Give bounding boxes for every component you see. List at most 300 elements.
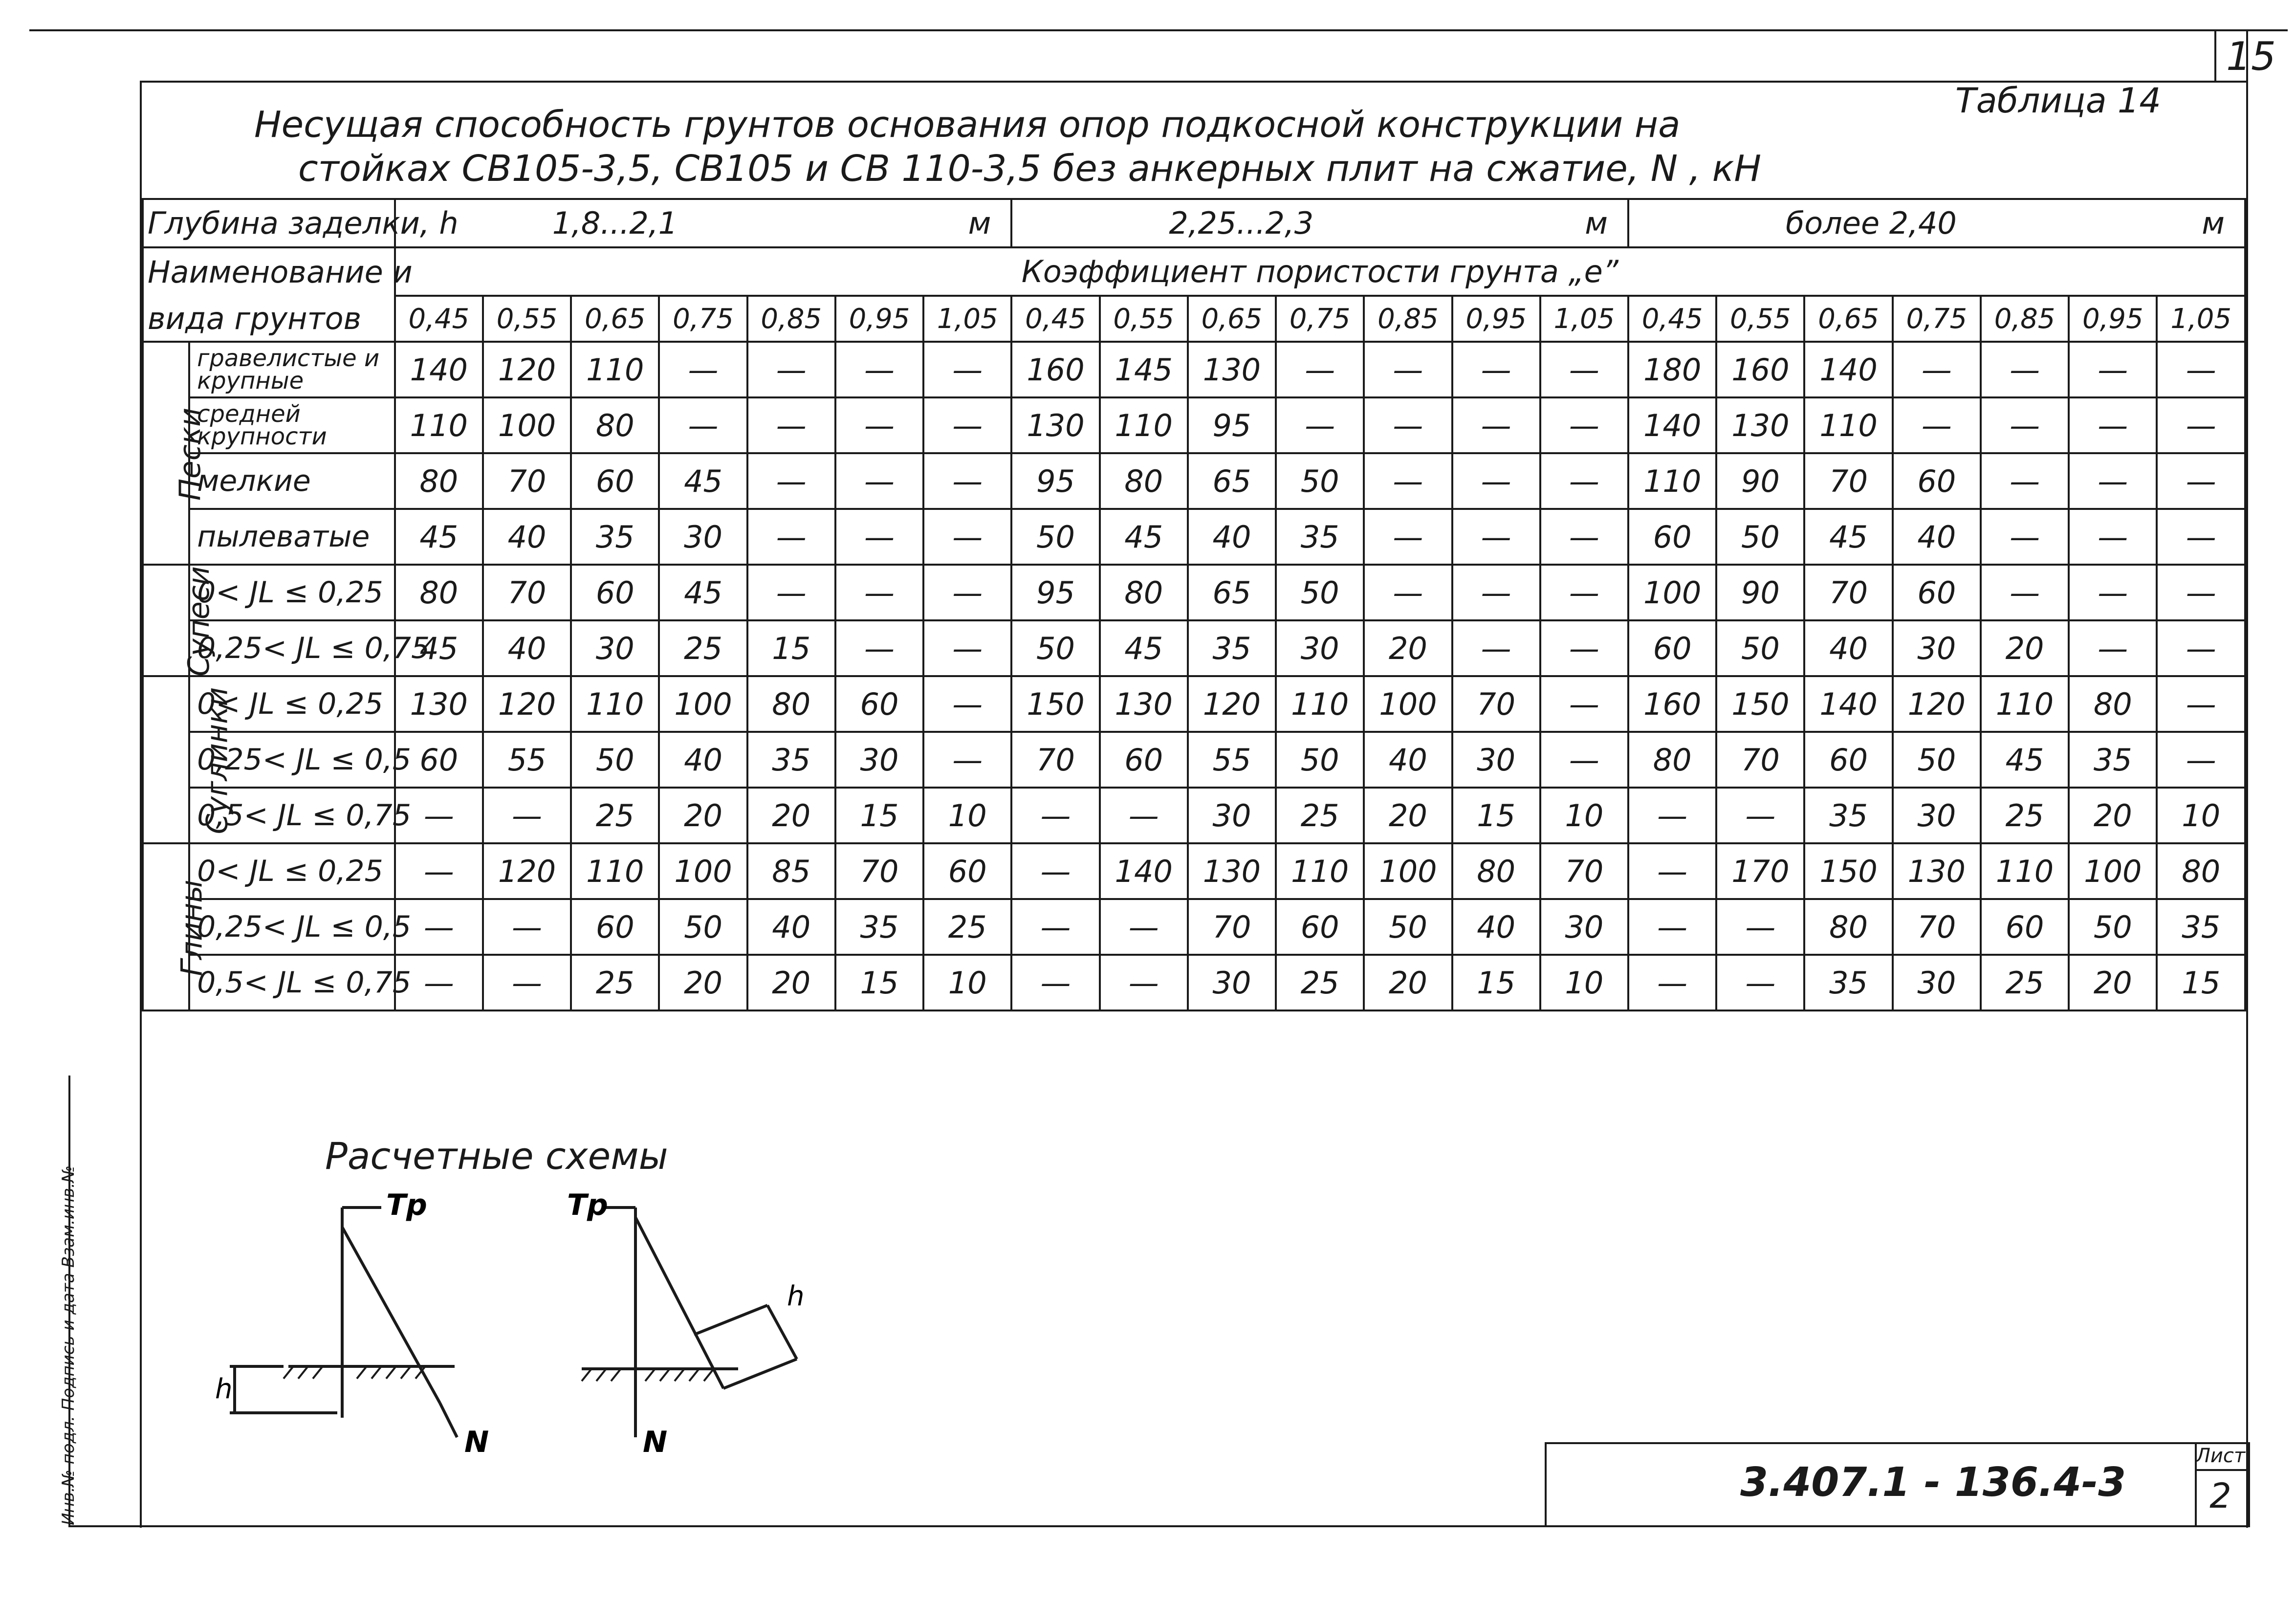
soil-group-name: Пески <box>173 407 208 501</box>
capacity-value: 90 <box>1716 453 1804 509</box>
coef-value: 0,55 <box>1100 296 1188 342</box>
capacity-value: — <box>923 509 1011 565</box>
scheme1-tp-label: Тр <box>386 1188 427 1222</box>
capacity-value: — <box>483 788 571 843</box>
capacity-value: — <box>1893 342 1981 397</box>
capacity-value: 35 <box>747 732 835 788</box>
capacity-value: 110 <box>1276 843 1364 899</box>
coef-values-row <box>143 296 2245 342</box>
coef-value: 1,05 <box>1540 296 1628 342</box>
capacity-value: 100 <box>2069 843 2157 899</box>
table-row <box>143 732 2245 788</box>
capacity-value: 50 <box>1276 453 1364 509</box>
capacity-value: — <box>395 899 483 955</box>
capacity-value: — <box>1452 453 1540 509</box>
capacity-value: — <box>1364 342 1452 397</box>
capacity-value: 60 <box>571 565 659 620</box>
capacity-value: 80 <box>395 453 483 509</box>
soil-type-label: 0,25< JL ≤ 0,75 <box>189 620 395 676</box>
scheme1-n-label: N <box>464 1425 489 1459</box>
capacity-value: — <box>2157 676 2245 732</box>
table-row <box>143 676 2245 732</box>
capacity-value: — <box>1628 955 1716 1010</box>
capacity-value: 80 <box>571 397 659 453</box>
capacity-value: 60 <box>1628 620 1716 676</box>
coef-value: 0,45 <box>1011 296 1099 342</box>
capacity-value: 120 <box>1188 676 1276 732</box>
capacity-value: — <box>2069 397 2157 453</box>
capacity-value: — <box>2157 732 2245 788</box>
coef-value: 0,45 <box>395 296 483 342</box>
coef-value: 0,85 <box>1364 296 1452 342</box>
table-row <box>143 509 2245 565</box>
coef-value: 0,45 <box>1628 296 1716 342</box>
capacity-value: — <box>2157 565 2245 620</box>
sheet-label: Лист <box>2195 1442 2246 1471</box>
soil-type-label: 0,25< JL ≤ 0,5 <box>189 732 395 788</box>
capacity-value: 20 <box>1981 620 2069 676</box>
capacity-value: 10 <box>1540 955 1628 1010</box>
capacity-value: 10 <box>2157 788 2245 843</box>
capacity-value: 20 <box>1364 955 1452 1010</box>
title-line-1: Несущая способность грунтов основания опор подкосной конструкции на <box>254 104 1681 146</box>
capacity-value: — <box>2157 453 2245 509</box>
soil-type-label: 0,5< JL ≤ 0,75 <box>189 955 395 1010</box>
capacity-value: — <box>2157 620 2245 676</box>
capacity-value: — <box>1716 899 1804 955</box>
capacity-value: 50 <box>1364 899 1452 955</box>
capacity-value: 20 <box>1364 620 1452 676</box>
scheme2-n-label: N <box>643 1425 668 1459</box>
capacity-value: 110 <box>571 342 659 397</box>
name-label-2: вида грунтов <box>143 296 395 342</box>
capacity-value: — <box>659 397 747 453</box>
capacity-value: 140 <box>1100 843 1188 899</box>
capacity-value: 30 <box>571 620 659 676</box>
depth-range-2-value: 2,25...2,3 <box>1169 205 1314 241</box>
soil-type-label: мелкие <box>189 453 395 509</box>
capacity-value: 50 <box>571 732 659 788</box>
capacity-value: 110 <box>395 397 483 453</box>
capacity-value: — <box>1452 397 1540 453</box>
capacity-value: 150 <box>1804 843 1892 899</box>
capacity-value: — <box>1540 732 1628 788</box>
capacity-value: — <box>835 342 923 397</box>
capacity-value: — <box>1628 788 1716 843</box>
capacity-value: 25 <box>659 620 747 676</box>
depth-unit-3: м <box>2202 205 2225 241</box>
capacity-value: — <box>923 620 1011 676</box>
table-label: Таблица 14 <box>1955 81 2161 121</box>
capacity-value: — <box>747 397 835 453</box>
capacity-value: 35 <box>1804 955 1892 1010</box>
capacity-value: 35 <box>2157 899 2245 955</box>
capacity-value: 110 <box>1100 397 1188 453</box>
capacity-value: 100 <box>1628 565 1716 620</box>
capacity-value: 15 <box>1452 788 1540 843</box>
capacity-value: — <box>1981 397 2069 453</box>
capacity-value: 60 <box>1804 732 1892 788</box>
table-row <box>143 397 2245 453</box>
capacity-value: — <box>1981 565 2069 620</box>
capacity-value: 50 <box>1893 732 1981 788</box>
capacity-value: 100 <box>659 843 747 899</box>
capacity-value: — <box>1364 509 1452 565</box>
capacity-value: 25 <box>923 899 1011 955</box>
title-line-2: стойках СВ105-3,5, СВ105 и СВ 110-3,5 без анкерных плит на сжатие, N , кН <box>298 148 1762 190</box>
capacity-value: 120 <box>483 342 571 397</box>
capacity-value: — <box>1716 955 1804 1010</box>
capacity-value: 80 <box>1100 453 1188 509</box>
capacity-value: — <box>1452 620 1540 676</box>
coef-value: 1,05 <box>923 296 1011 342</box>
capacity-value: — <box>923 453 1011 509</box>
capacity-value: 60 <box>1628 509 1716 565</box>
table-row <box>143 843 2245 899</box>
capacity-value: 50 <box>1276 565 1364 620</box>
capacity-value: 25 <box>571 788 659 843</box>
capacity-value: 60 <box>571 899 659 955</box>
bearing-capacity-table <box>142 198 2246 1011</box>
capacity-value: 85 <box>747 843 835 899</box>
capacity-value: — <box>659 342 747 397</box>
coef-value: 1,05 <box>2157 296 2245 342</box>
capacity-value: 30 <box>1893 788 1981 843</box>
capacity-value: — <box>1540 453 1628 509</box>
capacity-value: — <box>2069 509 2157 565</box>
scheme2-h-label: h <box>787 1280 805 1312</box>
capacity-value: 55 <box>1188 732 1276 788</box>
capacity-value: — <box>1276 397 1364 453</box>
capacity-value: — <box>1100 955 1188 1010</box>
capacity-value: 80 <box>2069 676 2157 732</box>
capacity-value: 10 <box>923 788 1011 843</box>
capacity-value: 20 <box>1364 788 1452 843</box>
capacity-value: — <box>1540 509 1628 565</box>
capacity-value: 95 <box>1188 397 1276 453</box>
capacity-value: 45 <box>659 453 747 509</box>
capacity-value: — <box>1981 509 2069 565</box>
capacity-value: 80 <box>1100 565 1188 620</box>
capacity-value: 55 <box>483 732 571 788</box>
capacity-value: 70 <box>1893 899 1981 955</box>
capacity-value: 60 <box>835 676 923 732</box>
capacity-value: 15 <box>1452 955 1540 1010</box>
capacity-value: — <box>1716 788 1804 843</box>
scheme2-strut <box>635 1217 723 1388</box>
capacity-value: 80 <box>1628 732 1716 788</box>
capacity-value: 35 <box>835 899 923 955</box>
depth-range-3-value: более 2,40 <box>1786 205 1957 241</box>
capacity-value: — <box>483 899 571 955</box>
capacity-value: 130 <box>1100 676 1188 732</box>
soil-group-name: Супеси <box>181 566 216 677</box>
capacity-value: 60 <box>1893 565 1981 620</box>
soil-group-label <box>143 565 216 677</box>
capacity-value: 60 <box>1893 453 1981 509</box>
capacity-value: 50 <box>1716 620 1804 676</box>
capacity-value: 65 <box>1188 565 1276 620</box>
capacity-value: 40 <box>483 620 571 676</box>
capacity-value: 40 <box>659 732 747 788</box>
depth-range-2 <box>1011 199 1628 247</box>
capacity-value: 70 <box>1716 732 1804 788</box>
depth-header-row <box>143 199 2245 247</box>
capacity-value: — <box>747 509 835 565</box>
sheet-number: 2 <box>2209 1476 2231 1516</box>
capacity-value: 110 <box>1276 676 1364 732</box>
capacity-value: 140 <box>1628 397 1716 453</box>
capacity-value: — <box>1100 788 1188 843</box>
capacity-value: 25 <box>1981 955 2069 1010</box>
capacity-value: 10 <box>1540 788 1628 843</box>
coef-value: 0,95 <box>835 296 923 342</box>
capacity-value: 120 <box>483 676 571 732</box>
capacity-value: — <box>395 955 483 1010</box>
table-row <box>143 453 2245 509</box>
capacity-value: — <box>923 342 1011 397</box>
capacity-value: 120 <box>1893 676 1981 732</box>
capacity-value: — <box>2069 620 2157 676</box>
capacity-value: 35 <box>1188 620 1276 676</box>
capacity-value: — <box>835 453 923 509</box>
capacity-value: — <box>923 565 1011 620</box>
capacity-value: — <box>1540 620 1628 676</box>
capacity-value: 50 <box>1716 509 1804 565</box>
capacity-value: 140 <box>1804 676 1892 732</box>
coef-value: 0,65 <box>1804 296 1892 342</box>
coef-value: 0,65 <box>1188 296 1276 342</box>
schemes-title: Расчетные схемы <box>325 1134 668 1178</box>
coef-value: 0,95 <box>1452 296 1540 342</box>
capacity-value: 70 <box>1804 453 1892 509</box>
capacity-value: — <box>1364 453 1452 509</box>
depth-unit-1: м <box>968 205 991 241</box>
capacity-value: 30 <box>1893 620 1981 676</box>
scheme2-plate <box>723 1359 797 1388</box>
capacity-value: 35 <box>571 509 659 565</box>
capacity-value: — <box>747 453 835 509</box>
capacity-value: — <box>923 732 1011 788</box>
frame-inner-top-line <box>142 81 2246 83</box>
capacity-value: 70 <box>483 565 571 620</box>
capacity-value: — <box>1011 843 1099 899</box>
capacity-value: 130 <box>1188 843 1276 899</box>
calculation-schemes-drawing <box>186 1173 846 1476</box>
name-label-1: Наименование и <box>143 247 395 296</box>
capacity-value: 50 <box>2069 899 2157 955</box>
capacity-value: 40 <box>1188 509 1276 565</box>
capacity-value: 70 <box>1452 676 1540 732</box>
capacity-value: 30 <box>1893 955 1981 1010</box>
capacity-value: 95 <box>1011 453 1099 509</box>
capacity-value: — <box>1011 788 1099 843</box>
capacity-value: 30 <box>1540 899 1628 955</box>
capacity-value: 30 <box>835 732 923 788</box>
capacity-value: 15 <box>747 620 835 676</box>
capacity-value: 25 <box>1981 788 2069 843</box>
capacity-value: — <box>1981 342 2069 397</box>
capacity-value: 60 <box>1100 732 1188 788</box>
soil-group-label <box>143 843 209 1010</box>
capacity-value: 60 <box>923 843 1011 899</box>
capacity-value: — <box>2069 342 2157 397</box>
capacity-value: 20 <box>2069 788 2157 843</box>
coef-value: 0,95 <box>2069 296 2157 342</box>
document-title <box>147 103 2200 191</box>
capacity-value: 150 <box>1011 676 1099 732</box>
soil-type-label: 0< JL ≤ 0,25 <box>189 676 395 732</box>
capacity-value: 20 <box>659 788 747 843</box>
capacity-value: 35 <box>1276 509 1364 565</box>
capacity-value: — <box>395 788 483 843</box>
depth-range-3 <box>1628 199 2245 247</box>
capacity-value: 120 <box>483 843 571 899</box>
capacity-value: — <box>2157 397 2245 453</box>
capacity-value: 80 <box>1452 843 1540 899</box>
coef-value: 0,55 <box>1716 296 1804 342</box>
capacity-value: — <box>923 397 1011 453</box>
capacity-value: 10 <box>923 955 1011 1010</box>
coef-label: Коэффициент пористости грунта „е” <box>395 247 2245 296</box>
depth-unit-2: м <box>1585 205 1608 241</box>
soil-type-label: средней крупности <box>189 397 395 453</box>
coef-value: 0,65 <box>571 296 659 342</box>
capacity-value: 100 <box>1364 843 1452 899</box>
capacity-value: 15 <box>835 955 923 1010</box>
capacity-value: — <box>1628 843 1716 899</box>
soil-type-label: 0,5< JL ≤ 0,75 <box>189 788 395 843</box>
capacity-value: 20 <box>659 955 747 1010</box>
soil-type-label: гравелистые и крупные <box>189 342 395 397</box>
capacity-value: 40 <box>747 899 835 955</box>
capacity-value: 35 <box>2069 732 2157 788</box>
document-code: 3.407.1 - 136.4-3 <box>1740 1459 2126 1506</box>
frame-right-line <box>2246 29 2248 1528</box>
capacity-value: 25 <box>1276 955 1364 1010</box>
scheme1-strut <box>342 1227 440 1403</box>
capacity-value: — <box>1540 397 1628 453</box>
capacity-value: 45 <box>1804 509 1892 565</box>
capacity-value: 160 <box>1628 676 1716 732</box>
table-row <box>143 620 2245 676</box>
capacity-value: 20 <box>2069 955 2157 1010</box>
capacity-value: — <box>1364 397 1452 453</box>
capacity-value: 70 <box>835 843 923 899</box>
coef-value: 0,75 <box>1276 296 1364 342</box>
capacity-value: — <box>1893 397 1981 453</box>
capacity-value: 130 <box>1011 397 1099 453</box>
capacity-value: 100 <box>483 397 571 453</box>
scheme2-h-top <box>694 1305 767 1335</box>
capacity-value: 70 <box>1804 565 1892 620</box>
capacity-value: — <box>483 955 571 1010</box>
coef-value: 0,85 <box>1981 296 2069 342</box>
capacity-value: 30 <box>1188 955 1276 1010</box>
capacity-value: 130 <box>395 676 483 732</box>
soil-group-name: Глины <box>175 879 209 976</box>
capacity-value: 60 <box>395 732 483 788</box>
capacity-value: 30 <box>1276 620 1364 676</box>
capacity-value: 25 <box>571 955 659 1010</box>
capacity-value: 60 <box>1276 899 1364 955</box>
capacity-value: 145 <box>1100 342 1188 397</box>
capacity-value: 45 <box>395 620 483 676</box>
page-number: 15 <box>2226 33 2276 79</box>
capacity-value: 25 <box>1276 788 1364 843</box>
capacity-value: 50 <box>1276 732 1364 788</box>
capacity-value: — <box>1540 565 1628 620</box>
capacity-value: — <box>923 676 1011 732</box>
capacity-value: — <box>2069 565 2157 620</box>
capacity-value: 170 <box>1716 843 1804 899</box>
capacity-value: — <box>1011 899 1099 955</box>
capacity-value: — <box>1452 509 1540 565</box>
capacity-value: 40 <box>1893 509 1981 565</box>
capacity-value: — <box>1452 342 1540 397</box>
capacity-value: — <box>395 843 483 899</box>
capacity-value: 60 <box>571 453 659 509</box>
capacity-value: — <box>835 565 923 620</box>
capacity-value: 100 <box>659 676 747 732</box>
capacity-value: 15 <box>835 788 923 843</box>
capacity-value: 40 <box>483 509 571 565</box>
capacity-value: 70 <box>1011 732 1099 788</box>
scheme1-n-line <box>440 1403 457 1437</box>
capacity-value: 45 <box>1100 620 1188 676</box>
capacity-value: 160 <box>1716 342 1804 397</box>
capacity-value: 45 <box>395 509 483 565</box>
capacity-value: — <box>2157 509 2245 565</box>
table-row <box>143 955 2245 1010</box>
coef-value: 0,75 <box>1893 296 1981 342</box>
capacity-value: 180 <box>1628 342 1716 397</box>
table-row <box>143 565 2245 620</box>
capacity-value: 40 <box>1804 620 1892 676</box>
capacity-value: 50 <box>1011 620 1099 676</box>
capacity-value: — <box>1011 955 1099 1010</box>
capacity-value: 80 <box>2157 843 2245 899</box>
capacity-value: 30 <box>659 509 747 565</box>
capacity-value: 80 <box>747 676 835 732</box>
soil-type-label: 0< JL ≤ 0,25 <box>189 843 395 899</box>
capacity-value: 110 <box>571 676 659 732</box>
capacity-value: 90 <box>1716 565 1804 620</box>
capacity-value: — <box>1540 342 1628 397</box>
capacity-value: — <box>1540 676 1628 732</box>
capacity-value: 110 <box>1981 676 2069 732</box>
capacity-value: 15 <box>2157 955 2245 1010</box>
depth-label: Глубина заделки, h <box>143 199 395 247</box>
capacity-value: — <box>835 397 923 453</box>
capacity-value: — <box>747 565 835 620</box>
capacity-value: — <box>2069 453 2157 509</box>
capacity-value: 80 <box>1804 899 1892 955</box>
capacity-value: 130 <box>1188 342 1276 397</box>
table-row <box>143 342 2245 397</box>
capacity-value: 40 <box>1452 899 1540 955</box>
capacity-value: 20 <box>747 955 835 1010</box>
capacity-value: 110 <box>1628 453 1716 509</box>
capacity-value: 70 <box>1540 843 1628 899</box>
scheme2-tp-label: Тр <box>567 1188 608 1222</box>
capacity-value: 95 <box>1011 565 1099 620</box>
coef-value: 0,75 <box>659 296 747 342</box>
capacity-value: 140 <box>395 342 483 397</box>
soil-type-label: 0< JL ≤ 0,25 <box>189 565 395 620</box>
soil-group-label <box>143 342 208 565</box>
capacity-value: 150 <box>1716 676 1804 732</box>
